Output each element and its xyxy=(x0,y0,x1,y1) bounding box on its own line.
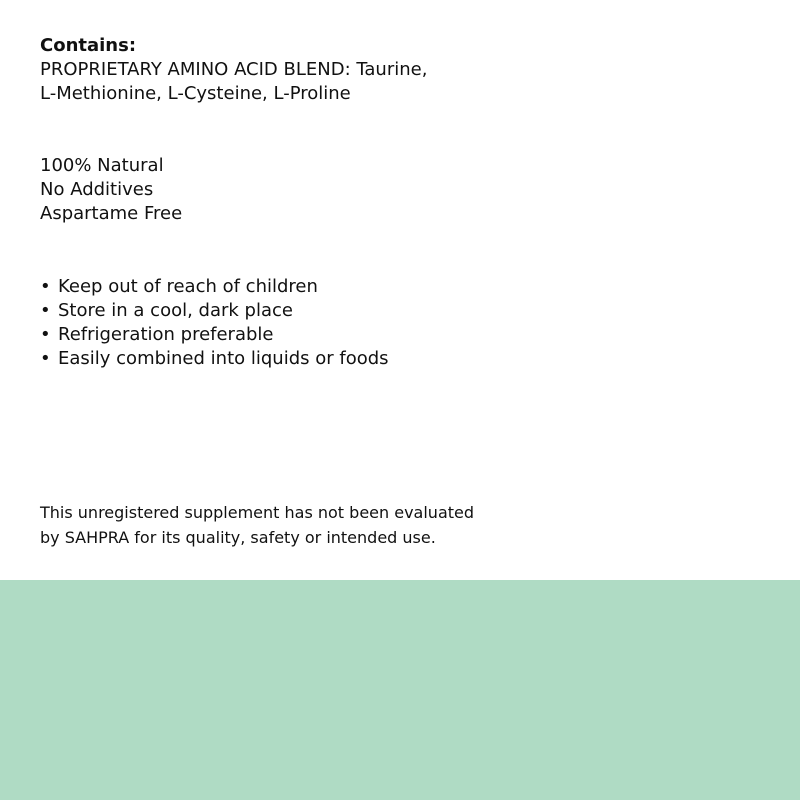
footer-color-band xyxy=(0,580,800,800)
disclaimer-line-1: This unregistered supplement has not been evaluated xyxy=(40,503,475,522)
note-text: Refrigeration preferable xyxy=(58,324,274,345)
ingredients-line-1: PROPRIETARY AMINO ACID BLEND: Taurine, xyxy=(40,59,428,80)
bullet-icon: • xyxy=(40,300,51,321)
note-text: Easily combined into liquids or foods xyxy=(58,348,389,369)
bullet-icon: • xyxy=(40,348,51,369)
contains-heading: Contains: xyxy=(40,35,137,56)
product-claims xyxy=(40,154,760,226)
claim-natural: 100% Natural xyxy=(40,155,164,176)
bullet-icon: • xyxy=(40,276,51,297)
list-item xyxy=(40,275,760,299)
ingredients-line-2: L-Methionine, L-Cysteine, L-Proline xyxy=(40,83,351,104)
list-item xyxy=(40,347,760,371)
list-item xyxy=(40,299,760,323)
note-text: Store in a cool, dark place xyxy=(58,300,293,321)
note-text: Keep out of reach of children xyxy=(58,276,318,297)
disclaimer-line-2: by SAHPRA for its quality, safety or intended use. xyxy=(40,528,436,547)
label-content xyxy=(40,34,760,387)
list-item xyxy=(40,323,760,347)
claim-no-additives: No Additives xyxy=(40,179,154,200)
regulatory-disclaimer xyxy=(40,500,760,550)
bullet-icon: • xyxy=(40,324,51,345)
claim-aspartame-free: Aspartame Free xyxy=(40,203,183,224)
usage-notes-list xyxy=(40,275,760,371)
